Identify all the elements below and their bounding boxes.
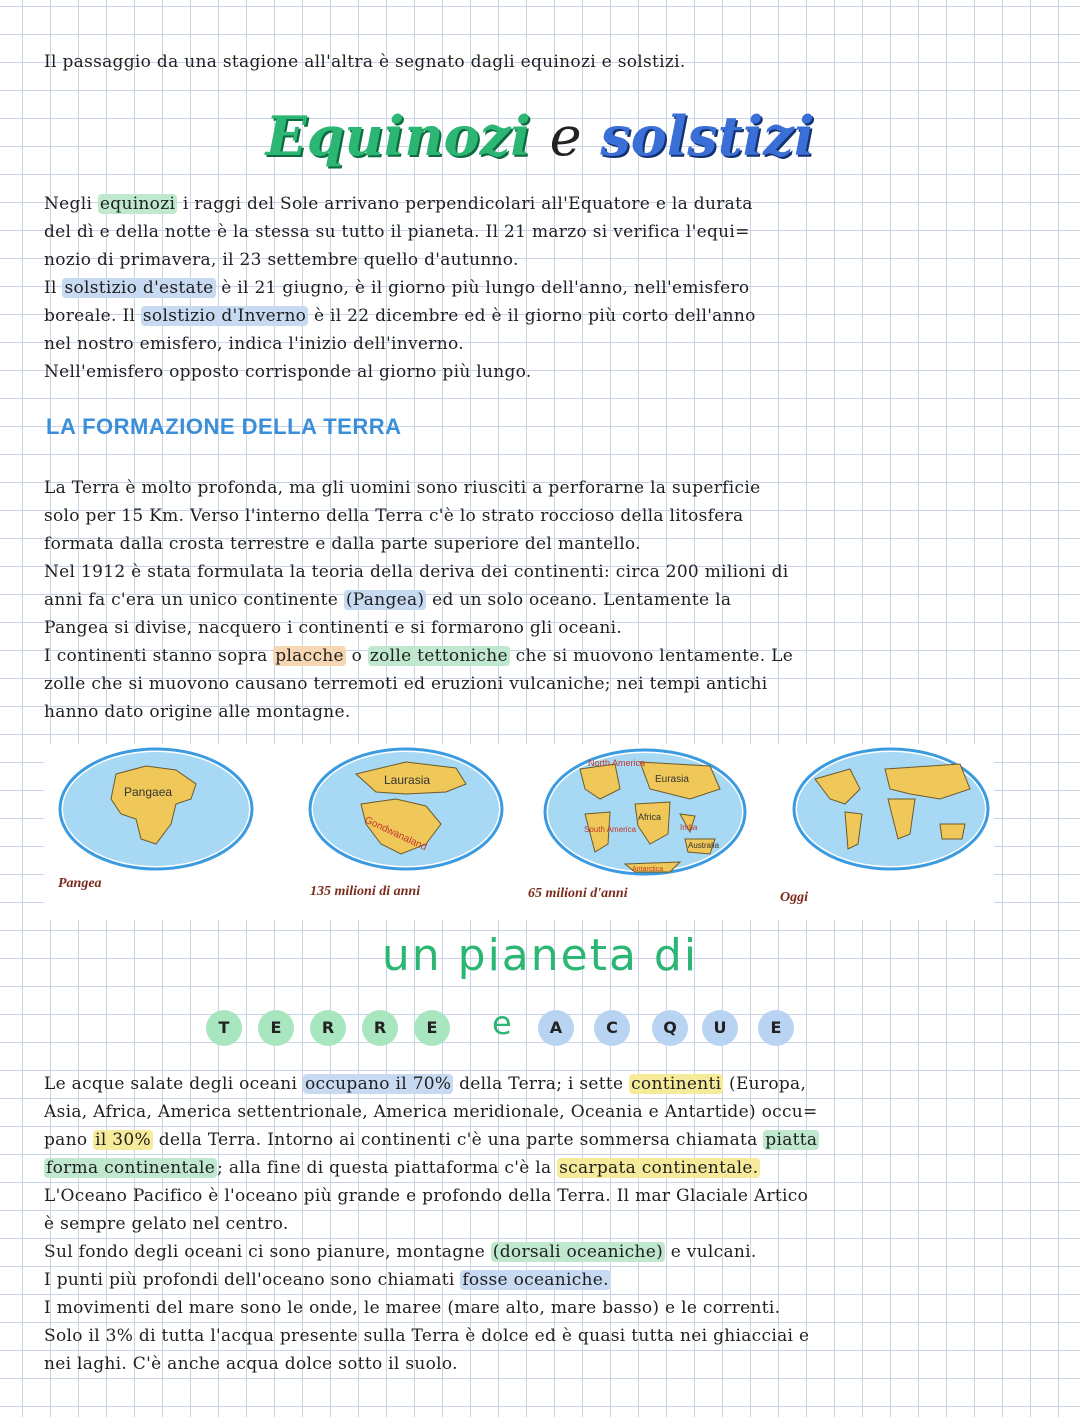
highlight-30-percent: il 30% — [95, 1130, 151, 1150]
map-label: Australia — [688, 841, 720, 850]
text-line: Nell'emisfero opposto corrisponde al giorno più lungo. — [44, 362, 532, 382]
highlight-solstizio-inverno: solstizio d'Inverno — [142, 306, 307, 326]
text-line: Sul fondo degli oceani ci sono pianure, montagne (dorsali oceaniche) e vulcani. — [44, 1242, 757, 1262]
map-label: South America — [584, 825, 637, 834]
highlight-fosse: fosse oceaniche. — [462, 1270, 609, 1290]
map-caption: 65 milioni d'anni — [528, 886, 628, 901]
text-line: Il solstizio d'estate è il 21 giugno, è il giorno più lungo dell'anno, nell'emisfero — [44, 278, 750, 298]
title-equinozi: Equinozi — [265, 104, 531, 168]
text-line: hanno dato origine alle montagne. — [44, 702, 351, 722]
letter-bubble: E — [258, 1010, 294, 1046]
map-label: North America — [588, 758, 646, 768]
text-line: nel nostro emisfero, indica l'inizio dell'inverno. — [44, 334, 464, 354]
highlight-dorsali: (dorsali oceaniche) — [492, 1242, 664, 1262]
letter-bubble: C — [594, 1010, 630, 1046]
map-label: Laurasia — [384, 773, 431, 787]
highlight-equinozi: equinozi — [99, 194, 176, 214]
map-label: Eurasia — [655, 774, 689, 785]
letter-bubble: Q — [652, 1010, 688, 1046]
text-line: Le acque salate degli oceani occupano il 70% della Terra; i sette continenti (Europa, — [44, 1074, 807, 1094]
letter-bubble: U — [702, 1010, 738, 1046]
text-line: L'Oceano Pacifico è l'oceano più grande e profondo della Terra. Il mar Glaciale Artico — [44, 1186, 809, 1206]
continental-drift-figure — [44, 744, 994, 920]
text-line: pano il 30% della Terra. Intorno ai continenti c'è una parte sommersa chiamata piatta — [44, 1130, 818, 1150]
section-heading: LA FORMAZIONE DELLA TERRA — [46, 414, 402, 439]
map-65-million — [540, 744, 750, 880]
text-line: nei laghi. C'è anche acqua dolce sotto il suolo. — [44, 1354, 458, 1374]
letter-bubble: R — [310, 1010, 346, 1046]
highlight-zolle-tettoniche: zolle tettoniche — [369, 646, 508, 666]
map-label: Pangaea — [124, 785, 173, 799]
highlight-placche: placche — [275, 646, 344, 666]
text-line: Negli equinozi i raggi del Sole arrivano perpendicolari all'Equatore e la durata — [44, 194, 753, 214]
text-line: Solo il 3% di tutta l'acqua presente sulla Terra è dolce ed è quasi tutta nei ghiacciai e — [44, 1326, 810, 1346]
text-line: forma continentale ; alla fine di questa piattaforma c'è la scarpata continentale. — [46, 1158, 759, 1178]
map-label: Africa — [638, 812, 662, 822]
text-line: I movimenti del mare sono le onde, le maree (mare alto, mare basso) e le correnti. — [44, 1298, 781, 1318]
map-oggi — [790, 744, 992, 874]
text-line: zolle che si muovono causano terremoti ed eruzioni vulcaniche; nei tempi antichi — [44, 674, 768, 694]
letter-bubble: R — [362, 1010, 398, 1046]
letter-bubble: E — [758, 1010, 794, 1046]
text-line: Asia, Africa, America settentrionale, America meridionale, Oceania e Antartide) occu= — [44, 1102, 818, 1122]
text-line: La Terra è molto profonda, ma gli uomini sono riusciti a perforarne la superficie — [44, 478, 761, 498]
map-caption: 135 milioni di anni — [310, 884, 421, 899]
letter-bubble: T — [206, 1010, 242, 1046]
highlight-solstizio-estate: solstizio d'estate — [64, 278, 214, 298]
highlight-scarpata: scarpata continentale. — [559, 1158, 759, 1178]
text-line: è sempre gelato nel centro. — [44, 1214, 289, 1234]
section-title-pianeta: un pianeta di — [381, 930, 699, 981]
map-label: Gondwanaland — [362, 814, 429, 854]
text-line: Pangea si divise, nacquero i continenti e si formarono gli oceani. — [44, 618, 623, 638]
map-pangea — [56, 744, 256, 874]
highlight-piattaforma: forma continentale — [46, 1158, 216, 1178]
map-135-million — [306, 744, 506, 874]
text-line: I continenti stanno sopra placche o zolle tettoniche che si muovono lentamente. Le — [44, 646, 794, 666]
text-line: anni fa c'era un unico continente (Pangea) ed un solo oceano. Lentamente la — [44, 590, 732, 610]
text-line: Nel 1912 è stata formulata la teoria della deriva dei continenti: circa 200 milioni di — [44, 562, 789, 582]
bubble-conjunction: e — [492, 1004, 512, 1042]
text-line: boreale. Il solstizio d'Inverno è il 22 dicembre ed è il giorno più corto dell'anno — [44, 306, 756, 326]
letter-bubble: A — [538, 1010, 574, 1046]
text-line: solo per 15 Km. Verso l'interno della Terra c'è lo strato roccioso della litosfera — [44, 506, 744, 526]
map-caption: Pangea — [58, 876, 102, 891]
letter-bubble: E — [414, 1010, 450, 1046]
text-line: formata dalla crosta terrestre e dalla parte superiore del mantello. — [44, 534, 641, 554]
highlight-pangea: (Pangea) — [345, 590, 425, 610]
highlight-piatta: piatta — [765, 1130, 818, 1150]
text-line: del dì e della notte è la stessa su tutto il pianeta. Il 21 marzo si verifica l'equi= — [44, 222, 750, 242]
map-label: Antarctica — [632, 866, 664, 873]
highlight-70-percent: occupano il 70% — [304, 1074, 452, 1094]
page-title — [0, 104, 1080, 168]
highlight-continenti: continenti — [631, 1074, 722, 1094]
intro-text: Il passaggio da una stagione all'altra è segnato dagli equinozi e solstizi. — [44, 52, 686, 72]
map-caption: Oggi — [780, 890, 808, 905]
landmass — [940, 824, 965, 839]
title-conjunction: e — [549, 105, 582, 168]
text-line: nozio di primavera, il 23 settembre quello d'autunno. — [44, 250, 519, 270]
title-solstizi: solstizi — [600, 104, 815, 168]
map-label: India — [680, 823, 698, 832]
text-line: I punti più profondi dell'oceano sono chiamati fosse oceaniche. — [44, 1270, 609, 1290]
